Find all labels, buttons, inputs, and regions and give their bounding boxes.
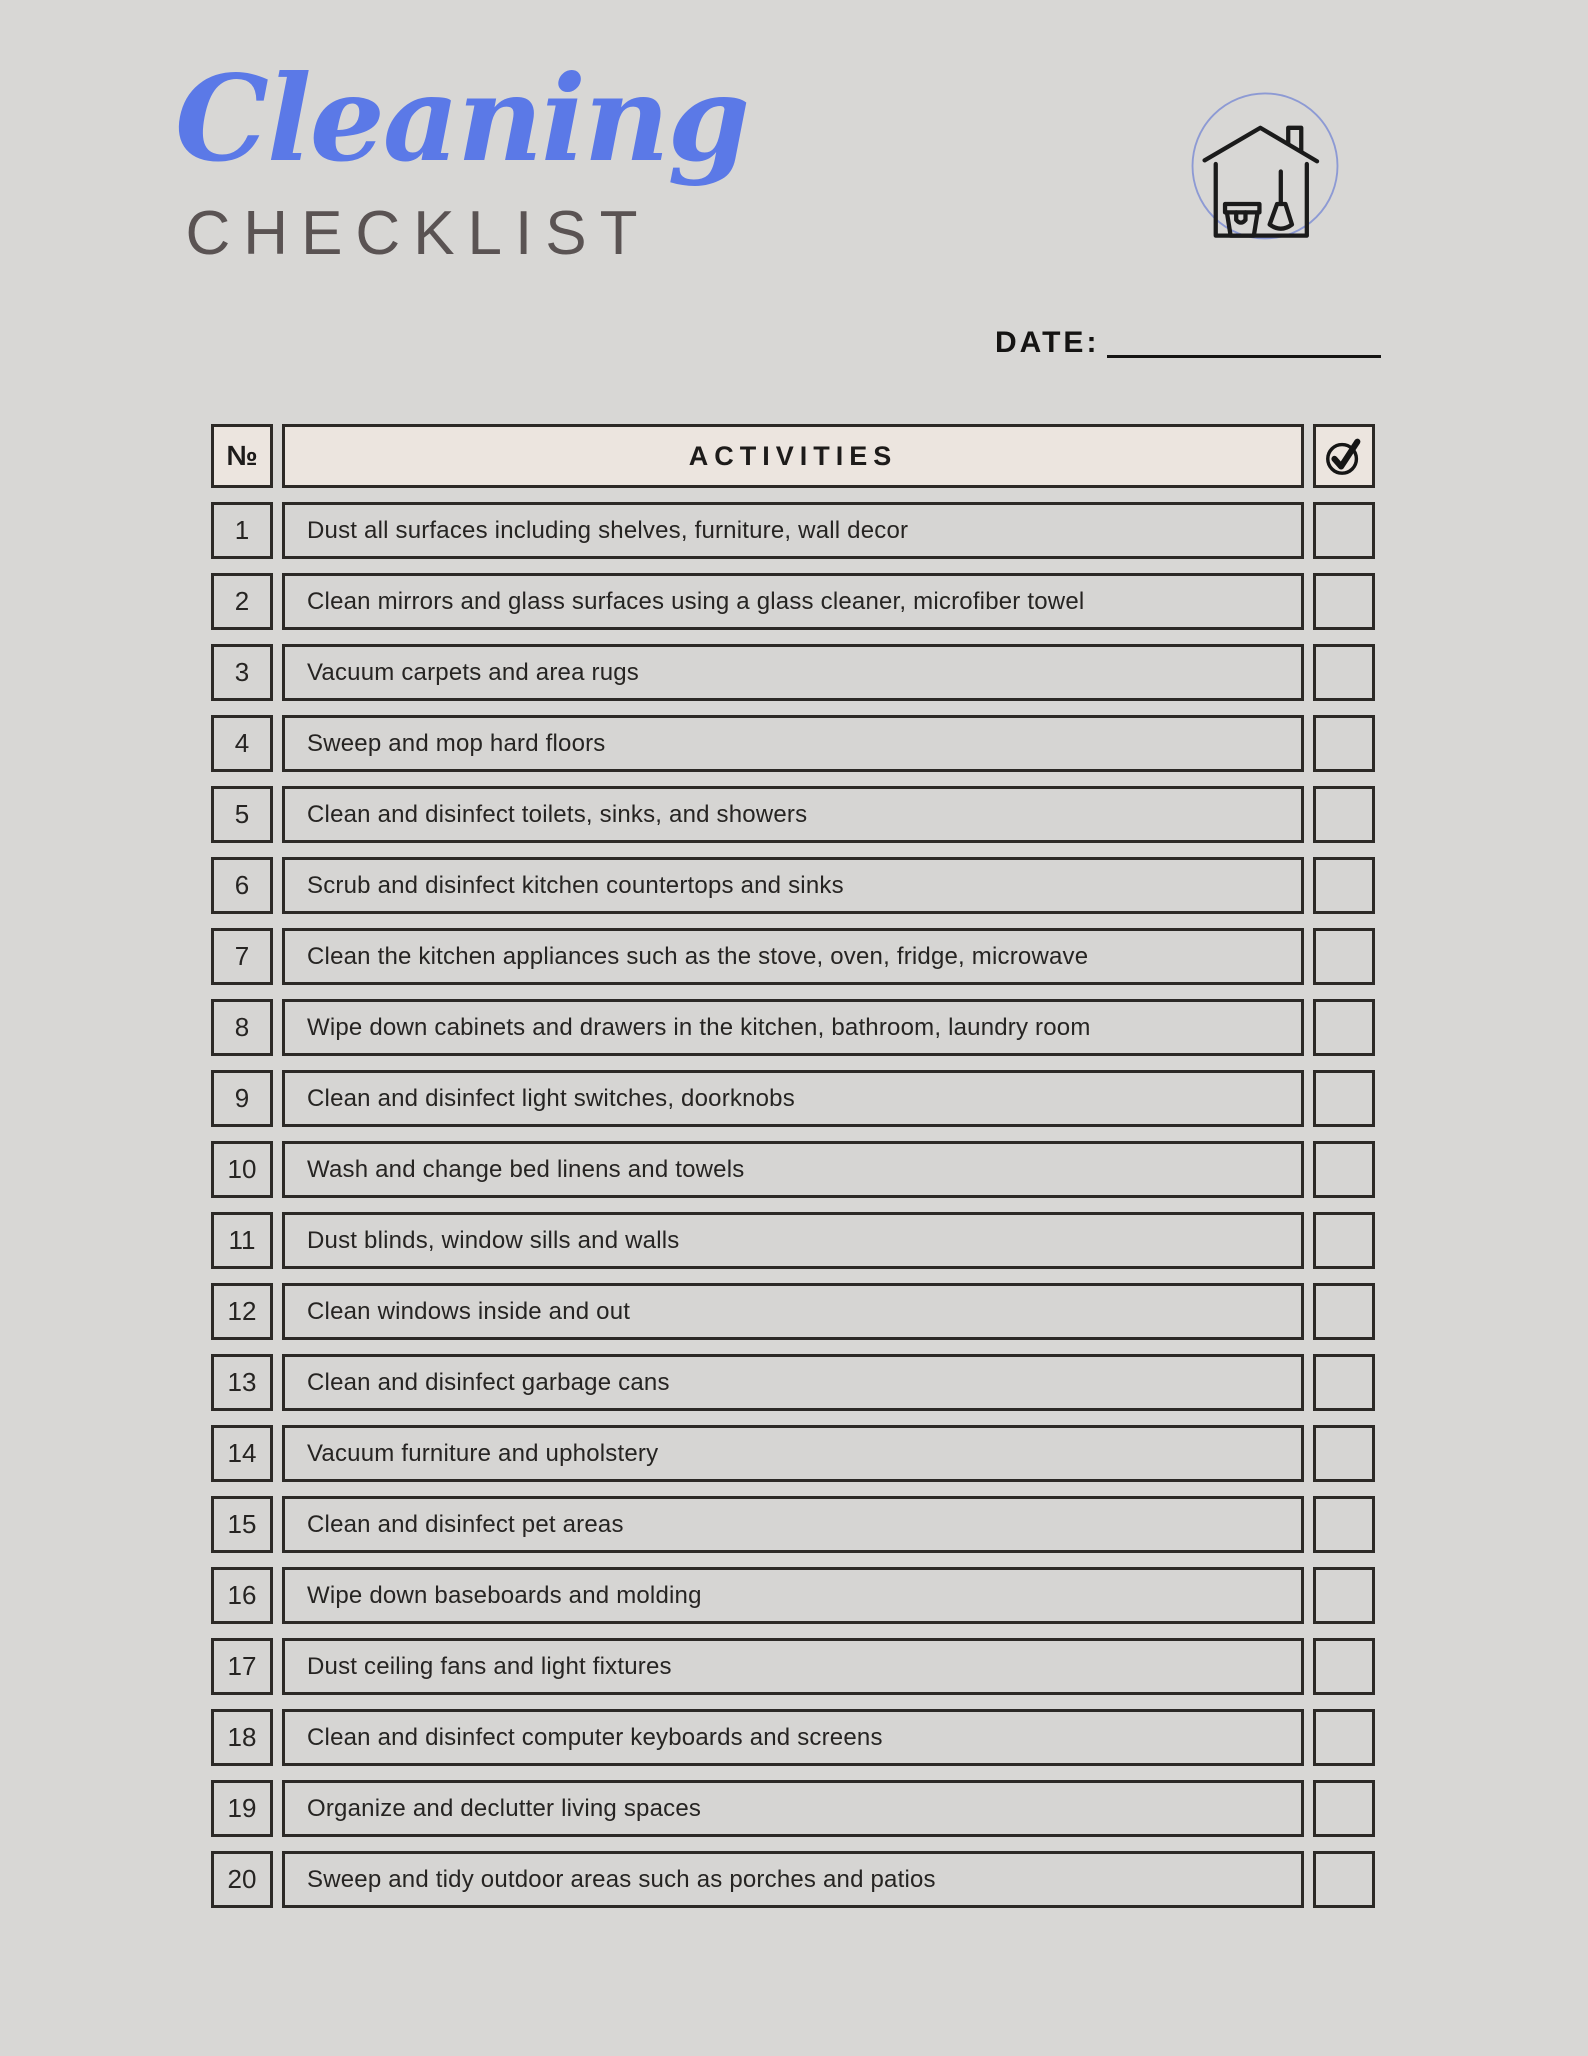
row-number: 9 xyxy=(234,1083,250,1113)
table-row xyxy=(211,715,1375,772)
date-label: DATE: xyxy=(995,326,1100,359)
activity-cell xyxy=(282,1070,1304,1127)
checkbox-cell[interactable] xyxy=(1313,573,1375,630)
date-block xyxy=(995,328,1381,360)
checkbox-cell[interactable] xyxy=(1313,928,1375,985)
activity-text: Clean and disinfect light switches, doorknobs xyxy=(307,1084,795,1112)
checkbox-cell[interactable] xyxy=(1313,1567,1375,1624)
activity-text: Vacuum furniture and upholstery xyxy=(307,1439,659,1467)
activity-text: Wipe down cabinets and drawers in the kitchen, bathroom, laundry room xyxy=(307,1013,1091,1041)
row-number: 2 xyxy=(234,586,250,616)
table-row xyxy=(211,644,1375,701)
checkbox-cell[interactable] xyxy=(1313,1283,1375,1340)
row-number-cell xyxy=(211,928,273,985)
row-number-cell xyxy=(211,1496,273,1553)
checkbox-cell[interactable] xyxy=(1313,715,1375,772)
checkbox-cell[interactable] xyxy=(1313,786,1375,843)
activity-cell xyxy=(282,502,1304,559)
page-title-caps: CHECKLIST xyxy=(185,199,651,268)
row-number: 20 xyxy=(227,1864,257,1894)
row-number: 6 xyxy=(234,870,250,900)
header-number-label: № xyxy=(226,440,258,471)
checkbox-cell[interactable] xyxy=(1313,502,1375,559)
table-row xyxy=(211,1354,1375,1411)
activity-cell xyxy=(282,857,1304,914)
activity-cell xyxy=(282,715,1304,772)
row-number-cell xyxy=(211,1070,273,1127)
row-number-cell xyxy=(211,786,273,843)
row-number-cell xyxy=(211,1638,273,1695)
table-row xyxy=(211,1070,1375,1127)
activity-text: Organize and declutter living spaces xyxy=(307,1794,702,1822)
row-number-cell xyxy=(211,999,273,1056)
row-number-cell xyxy=(211,1283,273,1340)
checkbox-cell[interactable] xyxy=(1313,999,1375,1056)
table-row xyxy=(211,502,1375,559)
activity-cell xyxy=(282,928,1304,985)
checkbox-cell[interactable] xyxy=(1313,1851,1375,1908)
activity-cell xyxy=(282,1283,1304,1340)
activity-cell xyxy=(282,1496,1304,1553)
table-row xyxy=(211,1212,1375,1269)
checkbox-cell[interactable] xyxy=(1313,1780,1375,1837)
header-number-cell xyxy=(211,424,273,488)
checkbox-cell[interactable] xyxy=(1313,1709,1375,1766)
row-number: 16 xyxy=(227,1580,257,1610)
page-title-script: Cleaning xyxy=(175,49,749,188)
activity-text: Wash and change bed linens and towels xyxy=(307,1155,745,1183)
table-row xyxy=(211,999,1375,1056)
activity-text: Dust ceiling fans and light fixtures xyxy=(307,1652,672,1680)
table-row xyxy=(211,1425,1375,1482)
row-number-cell xyxy=(211,1425,273,1482)
row-number-cell xyxy=(211,1780,273,1837)
activity-text: Clean and disinfect pet areas xyxy=(307,1510,624,1538)
row-number: 12 xyxy=(227,1296,257,1326)
activity-cell xyxy=(282,1212,1304,1269)
activity-cell xyxy=(282,1709,1304,1766)
activity-text: Sweep and tidy outdoor areas such as porches and patios xyxy=(307,1865,936,1893)
table-row xyxy=(211,1638,1375,1695)
checkbox-cell[interactable] xyxy=(1313,644,1375,701)
checkbox-cell[interactable] xyxy=(1313,1212,1375,1269)
checkbox-cell[interactable] xyxy=(1313,1070,1375,1127)
activity-text: Dust all surfaces including shelves, furniture, wall decor xyxy=(307,516,909,544)
checklist-rows xyxy=(211,502,1375,1908)
activity-cell xyxy=(282,1638,1304,1695)
checklist-table xyxy=(211,424,1375,1922)
row-number: 8 xyxy=(234,1012,250,1042)
date-input-line[interactable] xyxy=(1107,355,1381,358)
activity-text: Wipe down baseboards and molding xyxy=(307,1581,702,1609)
table-row xyxy=(211,1851,1375,1908)
header-activities-label: ACTIVITIES xyxy=(688,440,898,471)
activity-cell xyxy=(282,786,1304,843)
row-number: 14 xyxy=(227,1438,257,1468)
checkbox-cell[interactable] xyxy=(1313,1638,1375,1695)
checkbox-cell[interactable] xyxy=(1313,1425,1375,1482)
row-number-cell xyxy=(211,1212,273,1269)
row-number-cell xyxy=(211,1709,273,1766)
activity-text: Clean and disinfect computer keyboards and screens xyxy=(307,1723,883,1751)
row-number: 7 xyxy=(234,941,250,971)
activity-cell xyxy=(282,644,1304,701)
table-row xyxy=(211,786,1375,843)
table-row xyxy=(211,1567,1375,1624)
row-number-cell xyxy=(211,715,273,772)
row-number-cell xyxy=(211,573,273,630)
activity-text: Scrub and disinfect kitchen countertops and sinks xyxy=(307,871,844,899)
table-row xyxy=(211,1496,1375,1553)
row-number: 18 xyxy=(227,1722,257,1752)
activity-text: Clean and disinfect garbage cans xyxy=(307,1368,670,1396)
row-number: 17 xyxy=(227,1651,257,1681)
activity-text: Clean the kitchen appliances such as the stove, oven, fridge, microwave xyxy=(307,942,1089,970)
table-row xyxy=(211,1709,1375,1766)
activity-cell xyxy=(282,1780,1304,1837)
checkbox-cell[interactable] xyxy=(1313,1496,1375,1553)
checkbox-cell[interactable] xyxy=(1313,857,1375,914)
table-row xyxy=(211,573,1375,630)
row-number: 15 xyxy=(227,1509,257,1539)
row-number: 11 xyxy=(228,1225,256,1255)
table-row xyxy=(211,928,1375,985)
activity-cell xyxy=(282,1851,1304,1908)
activity-text: Clean mirrors and glass surfaces using a glass cleaner, microfiber towel xyxy=(307,587,1085,615)
house-cleaning-icon xyxy=(1186,86,1344,244)
row-number: 4 xyxy=(234,728,250,758)
activity-cell xyxy=(282,1141,1304,1198)
activity-text: Clean windows inside and out xyxy=(307,1297,631,1325)
header-activities-cell xyxy=(282,424,1304,488)
row-number: 5 xyxy=(234,799,250,829)
row-number-cell xyxy=(211,1851,273,1908)
row-number-cell xyxy=(211,1567,273,1624)
table-row xyxy=(211,1283,1375,1340)
activity-cell xyxy=(282,999,1304,1056)
activity-cell xyxy=(282,1425,1304,1482)
row-number-cell xyxy=(211,502,273,559)
row-number-cell xyxy=(211,1141,273,1198)
row-number: 3 xyxy=(234,657,250,687)
table-row xyxy=(211,857,1375,914)
checkmark-circle-icon xyxy=(1323,435,1365,477)
activity-text: Clean and disinfect toilets, sinks, and showers xyxy=(307,800,808,828)
activity-cell xyxy=(282,1354,1304,1411)
activity-cell xyxy=(282,1567,1304,1624)
activity-cell xyxy=(282,573,1304,630)
table-header-row xyxy=(211,424,1375,488)
row-number: 1 xyxy=(234,515,250,545)
row-number: 13 xyxy=(227,1367,257,1397)
checkbox-cell[interactable] xyxy=(1313,1354,1375,1411)
row-number: 19 xyxy=(227,1793,257,1823)
table-row xyxy=(211,1780,1375,1837)
row-number: 10 xyxy=(227,1154,257,1184)
row-number-cell xyxy=(211,644,273,701)
activity-text: Sweep and mop hard floors xyxy=(307,729,606,757)
row-number-cell xyxy=(211,857,273,914)
checkbox-cell[interactable] xyxy=(1313,1141,1375,1198)
activity-text: Vacuum carpets and area rugs xyxy=(307,658,640,686)
table-row xyxy=(211,1141,1375,1198)
header-check-cell xyxy=(1313,424,1375,488)
activity-text: Dust blinds, window sills and walls xyxy=(307,1226,680,1254)
row-number-cell xyxy=(211,1354,273,1411)
